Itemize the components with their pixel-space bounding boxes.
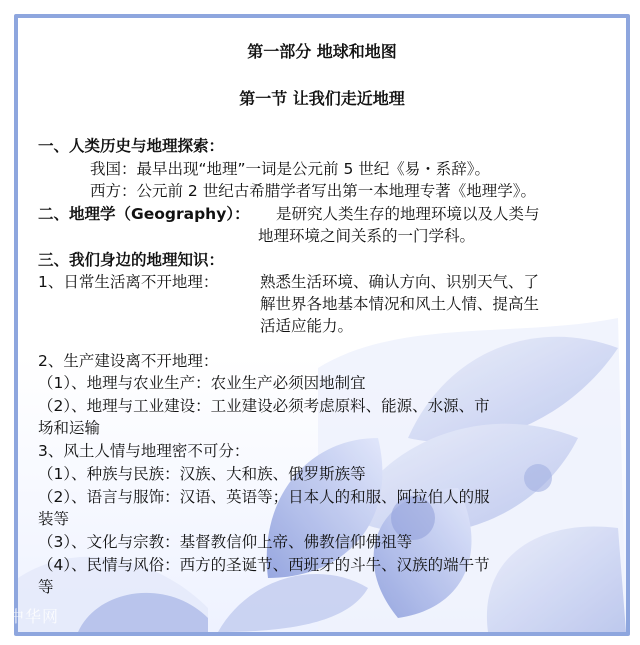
culture-religion-line: （3）、文化与宗教：基督教信仰上帝、佛教信仰佛祖等 xyxy=(38,533,413,551)
document-content xyxy=(18,18,626,632)
section-1-heading: 一、人类历史与地理探索： xyxy=(38,137,225,155)
industry-line-1: （2）、地理与工业建设：工业建设必须考虑原料、能源、水源、市 xyxy=(38,397,490,415)
daily-life-text-2: 解世界各地基本情况和风土人情、提高生 xyxy=(260,295,540,313)
customs-heading: 3、风土人情与地理密不可分： xyxy=(38,442,250,460)
folk-customs-line-2: 等 xyxy=(38,578,54,596)
history-west-line: 西方：公元前 2 世纪古希腊学者写出第一本地理专著《地理学》。 xyxy=(90,182,536,200)
language-clothing-line-2: 装等 xyxy=(38,510,70,528)
industry-line-2: 场和运输 xyxy=(38,419,101,437)
language-clothing-line-1: （2）、语言与服饰：汉语、英语等；日本人的和服、阿拉伯人的服 xyxy=(38,488,490,506)
race-ethnicity-line: （1）、种族与民族：汉族、大和族、俄罗斯族等 xyxy=(38,465,366,483)
history-china-line: 我国：最早出现“地理”一词是公元前 5 世纪《易・系辞》。 xyxy=(90,160,491,178)
geography-definition-1: 是研究人类生存的地理环境以及人类与 xyxy=(276,205,540,223)
geography-definition-2: 地理环境之间关系的一门学科。 xyxy=(258,227,476,245)
section-title: 第一节 让我们走近地理 xyxy=(239,89,405,108)
folk-customs-line-1: （4）、民情与风俗：西方的圣诞节、西班牙的斗牛、汉族的端午节 xyxy=(38,556,490,574)
daily-life-label: 1、日常生活离不开地理： xyxy=(38,273,219,291)
daily-life-text-1: 熟悉生活环境、确认方向、识别天气、了 xyxy=(260,273,540,291)
watermark-logo: 中华网 xyxy=(8,607,60,626)
section-2-heading: 二、地理学（Geography）： xyxy=(38,205,250,223)
production-heading: 2、生产建设离不开地理： xyxy=(38,352,219,370)
section-3-heading: 三、我们身边的地理知识： xyxy=(38,251,225,269)
daily-life-text-3: 活适应能力。 xyxy=(260,317,354,335)
part-title: 第一部分 地球和地图 xyxy=(247,42,397,61)
agriculture-line: （1）、地理与农业生产：农业生产必须因地制宜 xyxy=(38,374,366,392)
page-border-frame xyxy=(14,14,630,636)
